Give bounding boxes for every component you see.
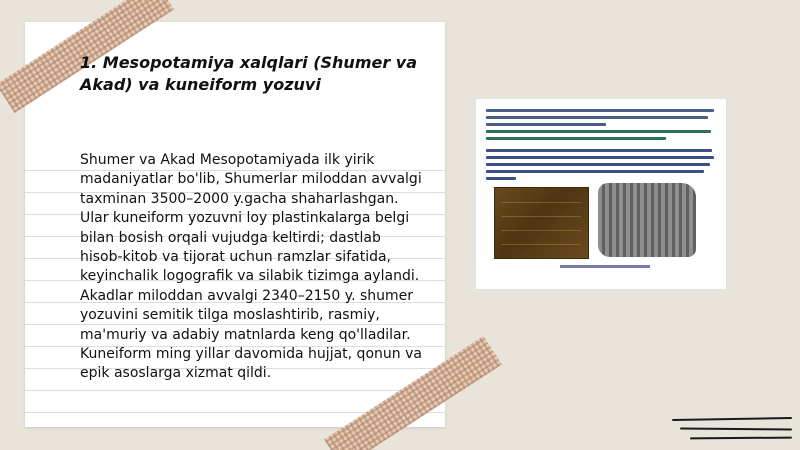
image-text-line <box>486 130 711 133</box>
image-text-line <box>486 170 704 173</box>
decorative-stroke <box>672 417 792 421</box>
image-caption <box>560 265 650 268</box>
image-text-line <box>486 109 714 112</box>
slide-title: 1. Mesopotamiya xalqlari (Shumer va Akad) va kuneiform yozuvi <box>80 53 418 94</box>
clay-tablet-right <box>598 183 696 257</box>
image-text-line <box>486 116 708 119</box>
image-text-line <box>486 149 712 152</box>
image-text-line <box>486 123 606 126</box>
decorative-stroke <box>680 428 792 431</box>
clay-tablet-left <box>494 187 589 259</box>
image-text-line <box>486 163 710 166</box>
image-text-line <box>486 177 516 180</box>
cuneiform-book-page-image <box>475 98 727 290</box>
slide-body-text: Shumer va Akad Mesopotamiyada ilk yirik madaniyatlar bo'lib, Shumerlar miloddan avvalgi taxminan 3500–2000 y.gacha shaharlashgan. Ular kuneiform yozuvni loy plastinkalarga belgi bilan bosish orqali vujudga keltirdi; dastlab hisob-kitob va tijorat uchun ramzlar sifatida, keyinchalik logografik va silabik tizimga aylandi. Akadlar miloddan avvalgi 2340–2150 y. shumer yozuvini semitik tilga moslashtirib, rasmiy, ma'muriy va adabiy matnlarda keng qo'lladilar. Kuneiform ming yillar davomida hujjat, qonun va epik asoslarga xizmat qildi. <box>80 152 422 382</box>
image-text-line <box>486 137 666 140</box>
decorative-stroke <box>690 437 792 440</box>
image-text-line <box>486 156 714 159</box>
